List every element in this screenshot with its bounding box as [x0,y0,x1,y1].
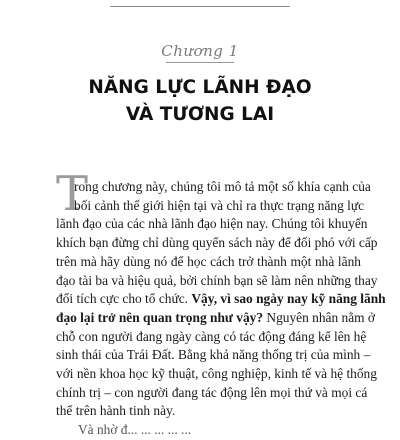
chapter-title-line-2: VÀ TƯƠNG LAI [125,104,275,125]
partial-line: Và nhờ đ... ... ... ... ... [78,422,192,438]
paragraph-line: chính trị – con người đang tác động lên mọi thứ và mọi cá [56,384,368,400]
body-text [56,178,386,440]
paragraph-line [56,290,386,309]
paragraph-line: đạo tài ba và hiệu quả, bởi chính bạn sẽ làm nên những thay [56,272,378,288]
paragraph-line: bối cảnh thế giới hiện tại và chỉ ra thực trạng năng lực [74,197,365,213]
paragraph-text: đổi tích cực cho tổ chức. [56,291,189,307]
drop-cap: T [56,166,89,222]
bold-question: Vậy, vì sao ngày nay kỹ năng lãnh [191,291,386,307]
chapter-title [0,74,400,128]
paragraph-line: rong chương này, chúng tôi mô tả một số khía cạnh của [74,179,371,194]
chapter-divider [166,62,234,63]
paragraph-line: lãnh đạo của các nhà lãnh đạo hiện nay. Chúng tôi khuyến [56,216,368,232]
chapter-title-line-1: NĂNG LỰC LÃNH ĐẠO [88,77,312,98]
paragraph-line: khích bạn đừng chỉ dùng quyển sách này để đối phó với cấp [56,235,378,251]
paragraph-line: với nền khoa học kỹ thuật, công nghiệp, kinh tế và hệ thống [56,366,377,382]
bold-question: đạo lại trở nên quan trọng như vậy? [56,309,264,325]
top-divider [110,6,290,7]
paragraph-line: chỗ con người đang ngày càng có tác động đáng kể lên hệ [56,328,367,344]
paragraph-line: sinh thái của Trái Đất. Bằng khả năng thống trị của mình – [56,347,371,363]
paragraph-text: Nguyên nhân nằm ở [263,309,376,325]
paragraph-line: trên mà hãy dùng nó để học cách trở thành một nhà lãnh [56,253,361,269]
paragraph-line: thể trên hành tinh này. [56,403,176,419]
chapter-label: Chương 1 [161,42,239,60]
paragraph-line [56,309,376,328]
